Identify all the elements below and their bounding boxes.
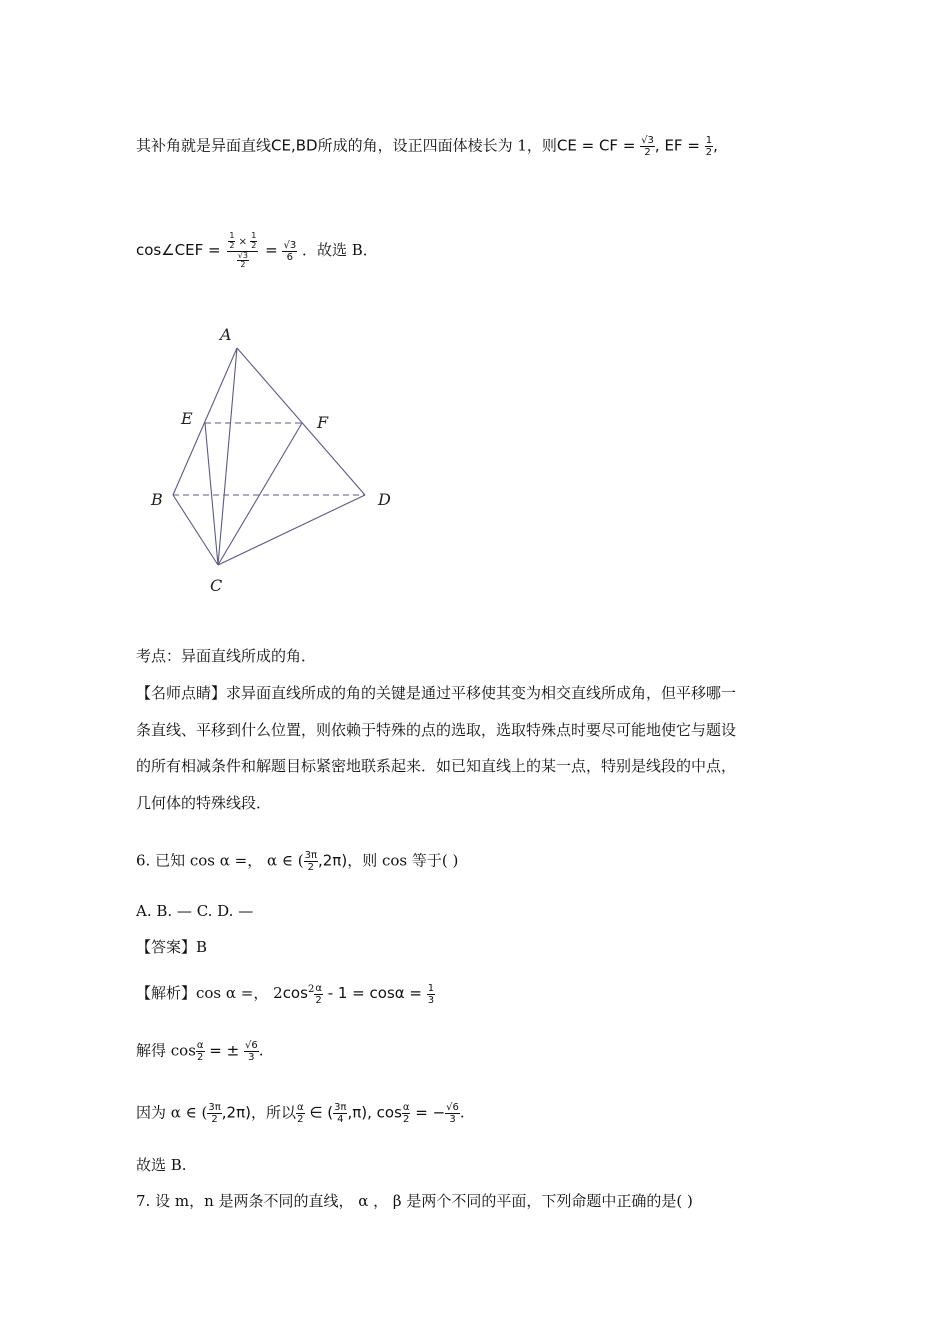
- fraction-sqrt6-over-3: $\frac{√6}{3}$: [244, 1040, 258, 1063]
- period: .: [258, 1041, 264, 1060]
- label-e: E: [181, 409, 193, 428]
- cos: cos: [282, 984, 308, 1002]
- stem-part: 6. 已知 cos α =， α ∈ (: [136, 851, 304, 870]
- question-6-stem: [136, 850, 458, 873]
- fraction-alpha-over-2: $\frac{\alpha}{2}$: [315, 982, 322, 1006]
- kaodian: 考点：异面直线所成的角．: [136, 647, 317, 665]
- fraction-alpha-over-2: $\frac{\alpha}{2}$: [402, 1102, 410, 1125]
- edge-ad: [237, 348, 365, 495]
- mingshi-line-3: 的所有相减条件和解题目标紧密地联系起来．如已知直线上的某一点，特别是线段的中点，: [136, 757, 737, 775]
- cos-cef-lhs: cos∠CEF =: [136, 241, 221, 260]
- line-names: CE,BD: [271, 136, 318, 155]
- fraction-sqrt3-over-6: $\frac{√3}{6}$: [283, 239, 297, 263]
- identity: - 1 = cosα =: [327, 984, 422, 1002]
- equals: =: [265, 241, 278, 260]
- question-6-options: A. B. — C. D. —: [136, 902, 254, 920]
- exponent: 2: [307, 984, 315, 995]
- fraction-alpha-over-2: $\frac{\alpha}{2}$: [297, 1102, 304, 1125]
- compound-fraction: $\frac{1}{2}$ × $\frac{1}{2}$ $\frac{√3}{2}$: [229, 231, 257, 270]
- fraction-sqrt6-over-3: $\frac{√6}{3}$: [446, 1102, 459, 1125]
- fraction-3pi-over-4: $\frac{3\pi}{4}$: [334, 1102, 347, 1125]
- label-b: B: [151, 490, 163, 509]
- fraction-1-over-2: $\frac{1}{2}$: [705, 135, 713, 158]
- fraction-alpha-over-2: $\frac{\alpha}{2}$: [196, 1040, 204, 1063]
- question-6-yinwei: [136, 1102, 465, 1125]
- interval-end: ,2π): [221, 1103, 251, 1122]
- fraction-3pi-over-2: $\frac{3\pi}{2}$: [304, 850, 317, 873]
- label-d: D: [378, 490, 391, 509]
- question-6-jiede: [136, 1040, 263, 1063]
- explanation-line-1: [136, 135, 718, 158]
- ce-cf-equation: CE = CF =: [556, 136, 636, 155]
- label-f: F: [317, 413, 329, 432]
- interval-end: ,2π): [318, 851, 348, 870]
- plus-minus: = ±: [209, 1041, 240, 1060]
- text: 所成的角，设正四面体棱长为 1，则: [317, 136, 557, 155]
- segment-ce: [205, 423, 218, 565]
- question-6-answer: 【答案】B: [136, 938, 208, 956]
- label-a: A: [220, 325, 232, 344]
- ef-equation: , EF =: [654, 136, 700, 155]
- cos-cef-equation: [136, 232, 378, 270]
- question-7-stem: 7. 设 m，n 是两条不同的直线， α ， β 是两个不同的平面，下列命题中正确的是( ): [136, 1192, 693, 1210]
- period: .: [459, 1103, 465, 1122]
- fraction-1-over-3: $\frac{1}{3}$: [427, 982, 435, 1006]
- jiede-prefix: 解得 cos: [136, 1041, 196, 1060]
- yinwei-prefix: 因为 α ∈ (: [136, 1103, 208, 1122]
- fraction-3pi-over-2: $\frac{3\pi}{2}$: [208, 1102, 221, 1125]
- mingshi-line-4: 几何体的特殊线段．: [136, 794, 272, 812]
- mingshi-line-1: 【名师点睛】求异面直线所成的角的关键是通过平移使其变为相交直线所成角，但平移哪一: [136, 684, 737, 702]
- tetrahedron-figure: [140, 320, 430, 600]
- suoyi: ，所以: [250, 1103, 296, 1122]
- jiexi-prefix: 【解析】cos α =， 2: [136, 984, 283, 1002]
- cos-prefix: ,π), cos: [347, 1103, 402, 1122]
- stem-end: ，则 cos 等于( ): [347, 851, 459, 870]
- equals-minus: = −: [415, 1103, 446, 1122]
- question-6-jiexi: [136, 980, 435, 1006]
- conclusion: ．故选 B．: [302, 241, 378, 260]
- element-of: ∈ (: [309, 1103, 334, 1122]
- mingshi-line-2: 条直线、平移到什么位置，则依赖于特殊的点的选取，选取特殊点时要尽可能地使它与题设: [136, 721, 737, 739]
- segment-cf: [218, 423, 302, 565]
- edge-bc: [173, 495, 218, 565]
- edge-cd: [218, 495, 365, 565]
- fraction-sqrt3-over-2: $\frac{√3}{2}$: [641, 135, 654, 158]
- label-c: C: [210, 576, 223, 595]
- text: 其补角就是异面直线: [136, 136, 272, 155]
- question-6-guxuan: 故选 B.: [136, 1156, 187, 1174]
- comma: ,: [713, 136, 718, 155]
- edge-ac: [218, 348, 237, 565]
